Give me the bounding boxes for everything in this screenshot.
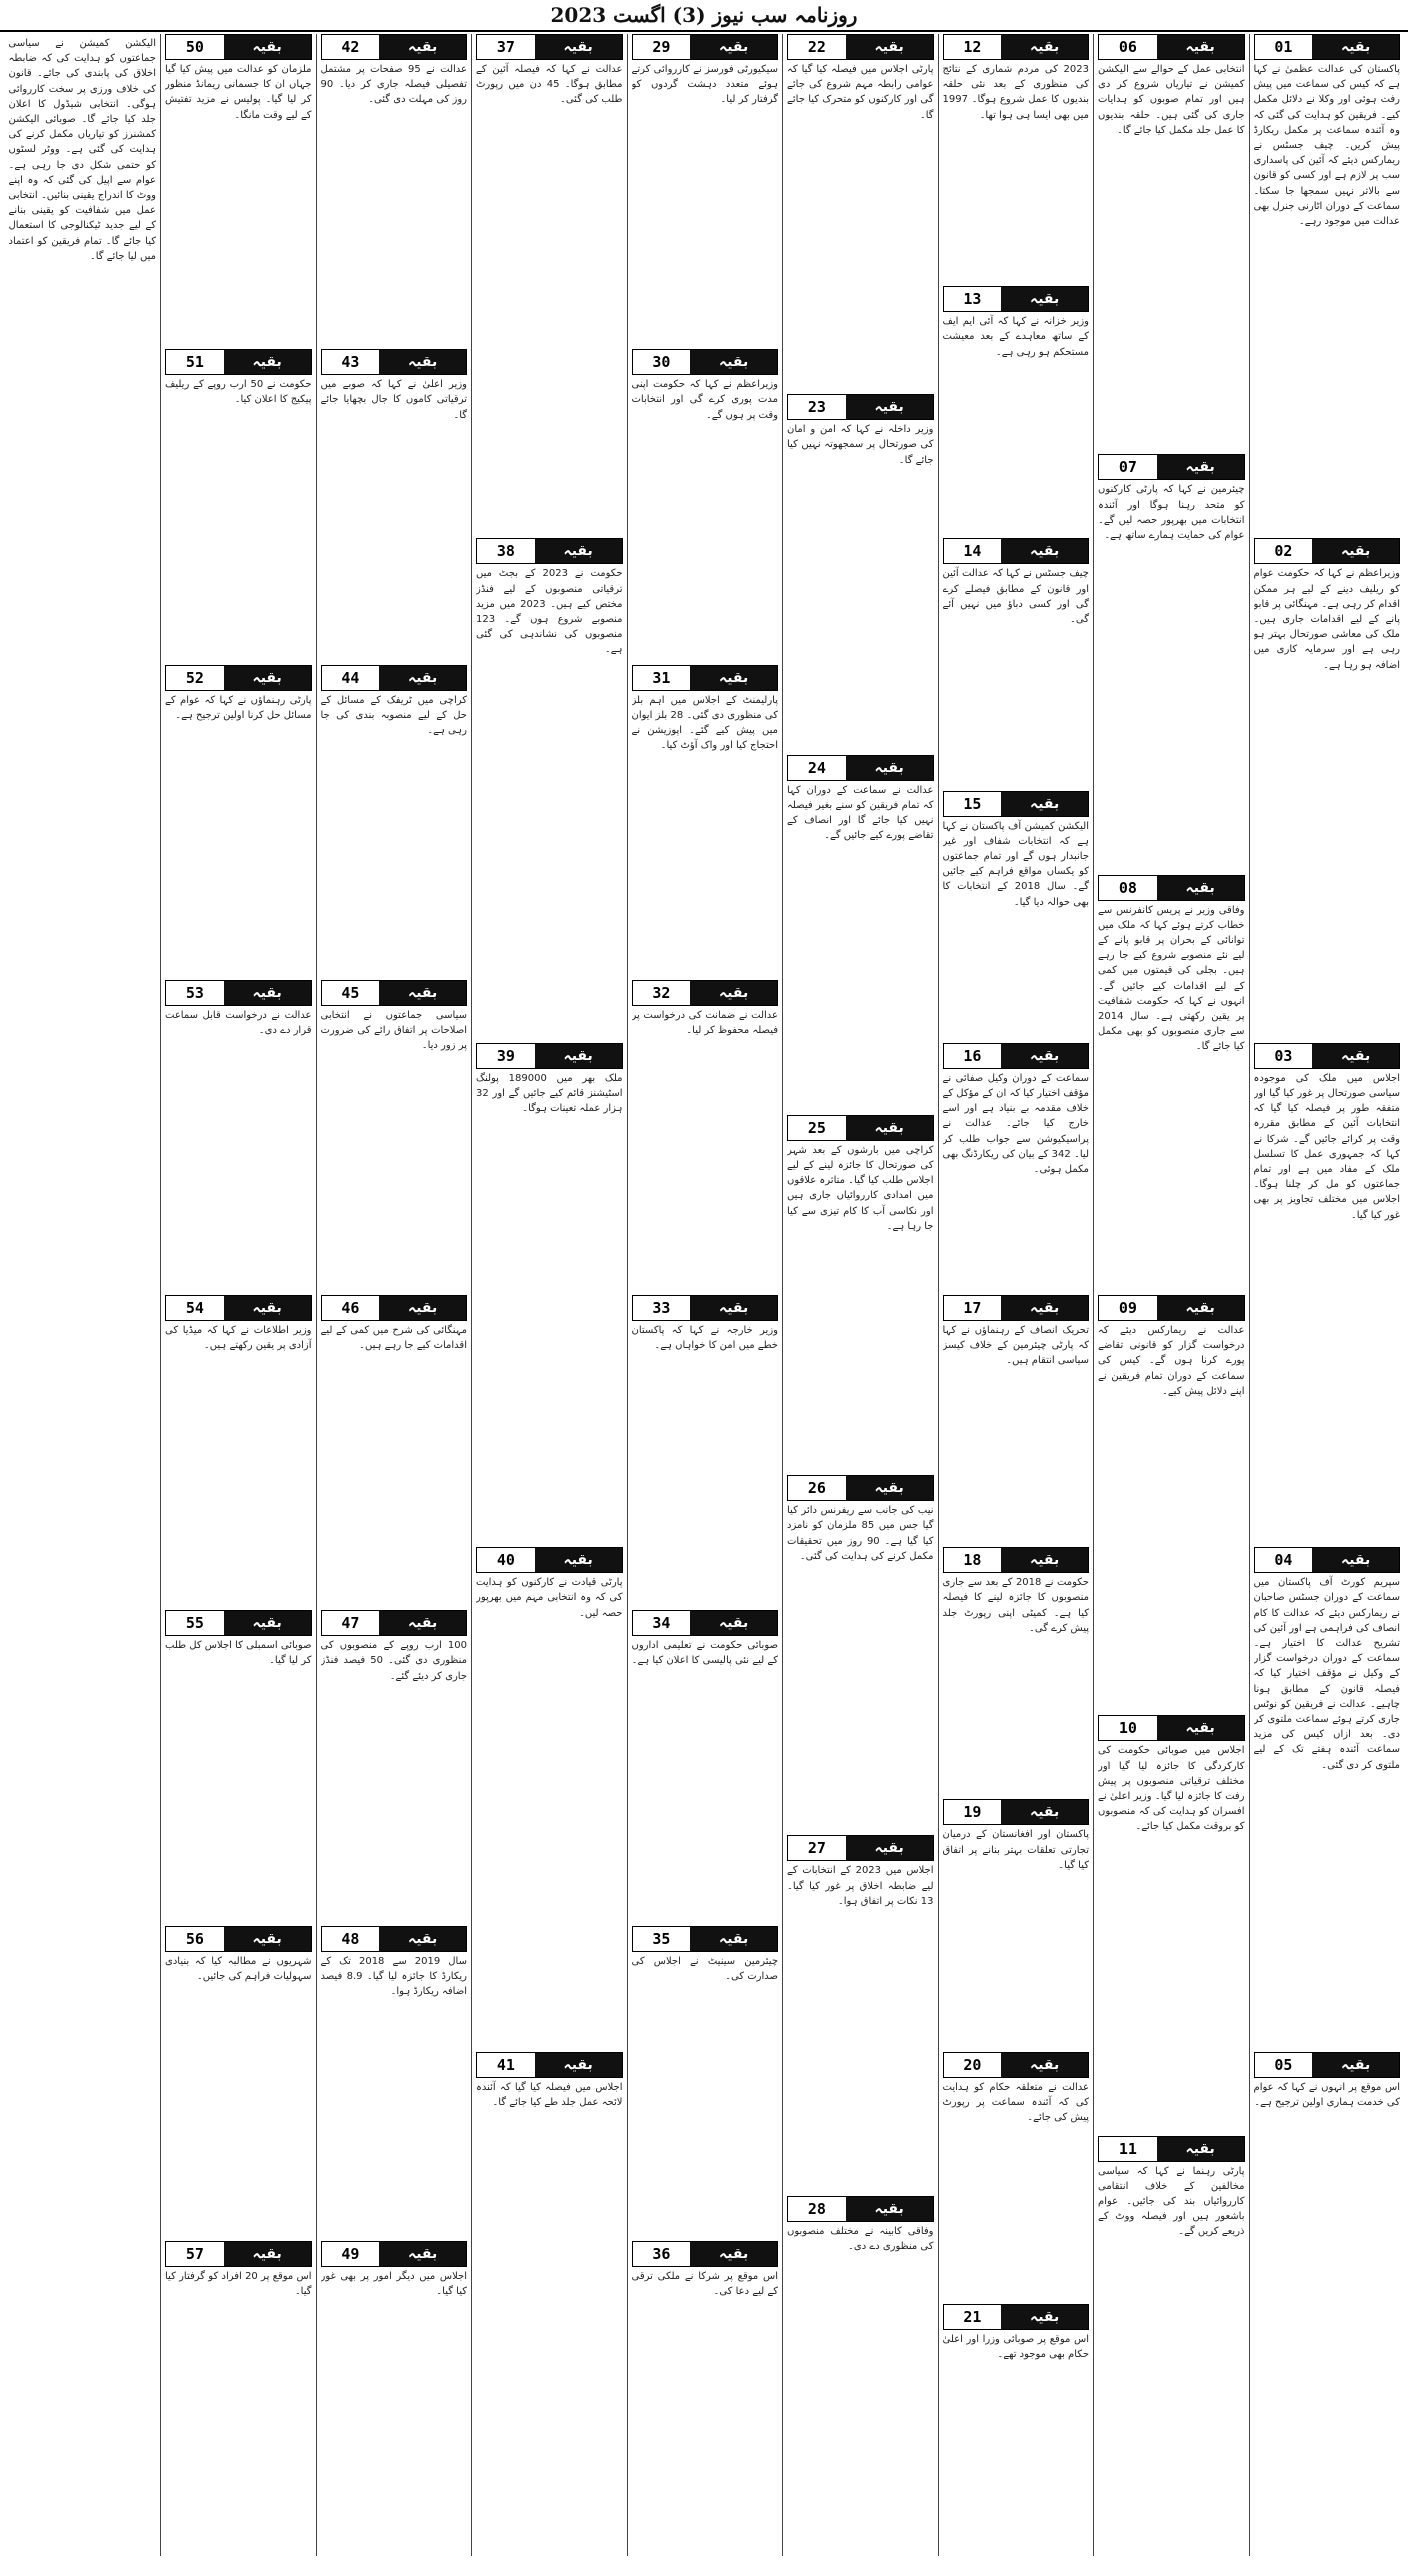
continuation-item [943,2052,1090,2300]
continuation-header [943,34,1090,60]
continuation-header [943,286,1090,312]
continuation-number: 56 [166,1927,224,1951]
continuation-number: 22 [788,35,846,59]
continuation-item [632,349,779,660]
continuation-number: 05 [1255,2053,1313,2077]
continuation-number: 44 [322,666,380,690]
continuation-body: کراچی میں بارشوں کے بعد شہر کی صورتحال کا جائزہ لینے کے لیے اجلاس طلب کیا گیا۔ متاثرہ علاقوں میں امدادی کارروائیاں جاری ہیں اور نکاسی آب کا کام تیزی سے کیا جا رہا ہے۔ [787,1144,934,1232]
continuation-body: حکومت نے 2018 کے بعد سے جاری منصوبوں کا جائزہ لینے کا فیصلہ کیا ہے۔ کمیٹی اپنی رپورٹ جلد پیش کرے گی۔ [942,1577,1089,1634]
continuation-number: 35 [633,1927,691,1951]
continuation-label: بقیہ [690,666,777,690]
continuation-number: 16 [944,1044,1002,1068]
continuation-header [1098,1715,1245,1741]
continuation-body: ملک بھر میں 189000 پولنگ اسٹیشنز قائم کیے جائیں گے اور 32 ہزار عملہ تعینات ہوگا۔ [476,1072,623,1115]
continuation-number: 38 [477,539,535,563]
continuation-label: بقیہ [846,395,933,419]
continuation-body: پارٹی قیادت نے کارکنوں کو ہدایت کی کہ وہ انتخابی مہم میں بھرپور حصہ لیں۔ [476,1577,623,1619]
continuation-header [476,1547,623,1573]
continuation-header [165,349,312,375]
continuation-label: بقیہ [1157,2137,1244,2161]
continuation-body: اس موقع پر 20 افراد کو گرفتار کیا گیا۔ [165,2270,312,2297]
continuation-label: بقیہ [846,1116,933,1140]
continuation-body: 2023 کی مردم شماری کے نتائج کی منظوری کے بعد نئی حلقہ بندیوں کا عمل شروع ہوگا۔ 1997 میں بھی ایسا ہی ہوا تھا۔ [942,64,1089,121]
continuation-header [1254,2052,1401,2078]
continuation-item [787,34,934,390]
continuation-label: بقیہ [535,35,622,59]
continuation-body: وزیر اعلیٰ نے کہا کہ صوبے میں ترقیاتی کاموں کا جال بچھایا جائے گا۔ [320,379,467,421]
continuation-label: بقیہ [1312,35,1399,59]
continuation-header [1254,538,1401,564]
continuation-number: 40 [477,1548,535,1572]
continuation-body: حکومت نے 2023 کے بجٹ میں ترقیاتی منصوبوں کے لیے فنڈز مختص کیے ہیں۔ 2023 میں مزید منصوبے شروع ہوں گے۔ 123 منصوبوں کی نشاندہی کی گئی ہے۔ [476,568,623,656]
continuation-header [165,1926,312,1952]
continuation-header [321,34,468,60]
continuation-item [321,349,468,660]
continuation-body: عدالت نے ریمارکس دیئے کہ درخواست گزار کو قانونی تقاضے پورے کرنا ہوں گے۔ کیس کی سماعت کے دوران تمام فریقین نے اپنے دلائل پیش کیے۔ [1098,1325,1245,1397]
continuation-item [165,2241,312,2552]
continuation-label: بقیہ [224,2242,311,2266]
continuation-header [632,1610,779,1636]
continuation-label: بقیہ [535,1548,622,1572]
continuation-header [632,349,779,375]
continuation-label: بقیہ [379,2242,466,2266]
continuation-item [165,349,312,660]
continuation-label: بقیہ [1001,287,1088,311]
continuation-header [787,2196,934,2222]
continuation-label: بقیہ [1312,2053,1399,2077]
continuation-label: بقیہ [1001,1548,1088,1572]
continuation-label: بقیہ [1312,539,1399,563]
continuation-number: 30 [633,350,691,374]
continuation-number: 28 [788,2197,846,2221]
continuation-body: وزیراعظم نے کہا کہ حکومت اپنی مدت پوری کرے گی اور انتخابات وقت پر ہوں گے۔ [631,379,778,421]
continuation-item [943,1799,1090,2047]
continuation-item [165,1295,312,1606]
continuation-header [787,755,934,781]
continuation-item [476,2052,623,2552]
continuation-item [321,34,468,345]
continuation-header [787,394,934,420]
newspaper-column [1093,34,1249,2556]
continuation-number: 12 [944,35,1002,59]
continuation-label: بقیہ [535,1044,622,1068]
continuation-item [943,1043,1090,1291]
newspaper-column [160,34,316,2556]
newspaper-column [471,34,627,2556]
continuation-item [943,2304,1090,2552]
continuation-number: 20 [944,2053,1002,2077]
continuation-label: بقیہ [1001,1800,1088,1824]
continuation-label: بقیہ [1001,2053,1088,2077]
continuation-body: وزیر اطلاعات نے کہا کہ میڈیا کی آزادی پر یقین رکھتے ہیں۔ [165,1325,312,1352]
continuation-number: 02 [1255,539,1313,563]
continuation-body: عدالت نے ضمانت کی درخواست پر فیصلہ محفوظ کر لیا۔ [631,1009,778,1036]
continuation-label: بقیہ [379,1927,466,1951]
continuation-header [787,1475,934,1501]
continuation-number: 04 [1255,1548,1313,1572]
continuation-item [165,34,312,345]
continuation-body: پاکستان کی عدالت عظمیٰ نے کہا ہے کہ کیس کی سماعت میں پیش رفت ہوئی اور وکلا نے دلائل مکمل کیے۔ فریقین کو ہدایت کی گئی کہ وہ آئندہ سماعت پر مکمل ریکارڈ پیش کریں۔ چیف جسٹس نے ریمارکس دیئے کہ آئین کی پاسداری سب پر لازم ہے اور کسی کو قانون سے بالاتر نہیں سمجھا جا سکتا۔ سماعت کے دوران اٹارنی جنرل بھی عدالت میں موجود رہے۔ [1253,64,1400,228]
continuation-item [943,1547,1090,1795]
continuation-number: 49 [322,2242,380,2266]
continuation-item [632,665,779,976]
continuation-number: 50 [166,35,224,59]
continuation-body: صوبائی حکومت نے تعلیمی اداروں کے لیے نئی پالیسی کا اعلان کیا ہے۔ [631,1640,778,1667]
continuation-header [943,2304,1090,2330]
continuation-number: 27 [788,1836,846,1860]
continuation-item [476,1547,623,2047]
continuation-number: 19 [944,1800,1002,1824]
continuation-body: اس موقع پر انہوں نے کہا کہ عوام کی خدمت ہماری اولین ترجیح ہے۔ [1253,2081,1400,2108]
continuation-number: 01 [1255,35,1313,59]
continuation-header [632,2241,779,2267]
continuation-label: بقیہ [1001,792,1088,816]
continuation-body: چیئرمین نے کہا کہ پارٹی کارکنوں کو متحد رہنا ہوگا اور آئندہ انتخابات میں بھرپور حصہ لیں گے۔ عوام کی حمایت ہمارے ساتھ ہے۔ [1098,484,1245,541]
continuation-label: بقیہ [1157,1296,1244,1320]
continuation-number: 06 [1099,35,1157,59]
continuation-label: بقیہ [535,2053,622,2077]
continuation-header [787,1835,934,1861]
continuation-header [1254,34,1401,60]
continuation-number: 37 [477,35,535,59]
continuation-body: پاکستان اور افغانستان کے درمیان تجارتی تعلقات بہتر بنانے پر اتفاق کیا گیا۔ [942,1829,1089,1871]
continuation-header [165,1610,312,1636]
continuation-label: بقیہ [1157,1716,1244,1740]
continuation-header [632,665,779,691]
continuation-header [1098,875,1245,901]
continuation-item [943,1295,1090,1543]
continuation-label: بقیہ [224,666,311,690]
continuation-body: وزیر خارجہ نے کہا کہ پاکستان خطے میں امن کا خواہاں ہے۔ [631,1325,778,1352]
continuation-body: نیب کی جانب سے ریفرنس دائر کیا گیا جس میں 85 ملزمان کو نامزد کیا گیا ہے۔ 90 روز میں تحقیقات مکمل کرنے کی ہدایت کی گئی۔ [787,1505,934,1562]
continuation-body: عدالت نے 95 صفحات پر مشتمل تفصیلی فیصلہ جاری کر دیا۔ 90 روز کی مہلت دی گئی۔ [320,64,467,106]
newspaper-column [627,34,783,2556]
continuation-item [943,538,1090,786]
continuation-item [943,791,1090,1039]
continuation-header [321,1610,468,1636]
continuation-label: بقیہ [1001,539,1088,563]
continuation-body: الیکشن کمیشن نے سیاسی جماعتوں کو ہدایت کی کہ ضابطہ اخلاق کی پابندی کی جائے۔ قانون کی خلاف ورزی پر سخت کارروائی ہوگی۔ انتخابی شیڈول کا اعلان جلد کیا جائے گا۔ صوبائی الیکشن کمشنرز کو تیاریاں مکمل کرنے کی ہدایت کی گئی ہے۔ ووٹر لسٹوں کو حتمی شکل دی جا رہی ہے۔ عوام سے اپیل کی گئی کہ وہ اپنے ووٹ کا اندراج یقینی بنائیں۔ انتخابی عمل میں شفافیت کو یقینی بنانے کے لیے جدید ٹیکنالوجی کا استعمال کیا جائے گا۔ تمام فریقین کو اعتماد میں لیا جائے گا۔ [8,38,156,262]
continuation-item [787,1835,934,2191]
newspaper-column [5,34,161,2556]
continuation-body: عدالت نے درخواست قابل سماعت قرار دے دی۔ [165,1009,312,1036]
continuation-body: عدالت نے کہا کہ فیصلہ آئین کے مطابق ہوگا۔ 45 دن میں رپورٹ طلب کی گئی۔ [476,64,623,106]
continuation-label: بقیہ [1157,876,1244,900]
continuation-number: 45 [322,981,380,1005]
continuation-body: وزیر خزانہ نے کہا کہ آئی ایم ایف کے ساتھ معاہدے کے بعد معیشت مستحکم ہو رہی ہے۔ [942,316,1089,358]
continuation-label: بقیہ [846,1836,933,1860]
continuation-number: 57 [166,2242,224,2266]
continuation-header [1254,1043,1401,1069]
continuation-number: 07 [1099,455,1157,479]
continuation-number: 25 [788,1116,846,1140]
continuation-header [476,34,623,60]
continuation-item [632,1926,779,2237]
continuation-number: 34 [633,1611,691,1635]
continuation-item [787,394,934,750]
continuation-item [787,755,934,1111]
continuation-body: شہریوں نے مطالبہ کیا کہ بنیادی سہولیات فراہم کی جائیں۔ [165,1955,312,1982]
continuation-number: 26 [788,1476,846,1500]
continuation-body: اجلاس میں ملک کی موجودہ سیاسی صورتحال پر غور کیا گیا اور متفقہ طور پر فیصلہ کیا گیا کہ انتخابات آئین کے مطابق مقررہ وقت پر کرائے جائیں گے۔ شرکا نے کہا کہ جمہوری عمل کا تسلسل ملک کے مفاد میں ہے اور تمام جماعتوں کو مل کر چلنا ہوگا۔ اجلاس میں مختلف تجاویز پر بھی غور کیا گیا۔ [1253,1072,1400,1221]
continuation-label: بقیہ [1157,455,1244,479]
continuation-number: 51 [166,350,224,374]
continuation-item [1098,34,1245,450]
continuation-header [321,980,468,1006]
continuation-body: مہنگائی کی شرح میں کمی کے لیے اقدامات کیے جا رہے ہیں۔ [320,1325,467,1352]
continuation-body: اجلاس میں دیگر امور پر بھی غور کیا گیا۔ [320,2270,467,2297]
continuation-body: پارٹی رہنماؤں نے کہا کہ عوام کے مسائل حل کرنا اولین ترجیح ہے۔ [165,694,312,721]
continuation-body: اجلاس میں 2023 کے انتخابات کے لیے ضابطہ اخلاق پر غور کیا گیا۔ 13 نکات پر اتفاق ہوا۔ [787,1865,934,1907]
continuation-header [1098,34,1245,60]
continuation-label: بقیہ [1157,35,1244,59]
continuation-page [4,34,1404,2556]
continuation-number: 43 [322,350,380,374]
continuation-number: 47 [322,1611,380,1635]
continuation-number: 55 [166,1611,224,1635]
continuation-header [1098,454,1245,480]
continuation-label: بقیہ [1312,1548,1399,1572]
continuation-number: 29 [633,35,691,59]
continuation-item [632,2241,779,2552]
continuation-label: بقیہ [690,35,777,59]
continuation-header [165,980,312,1006]
continuation-item [1254,34,1401,534]
continuation-number: 13 [944,287,1002,311]
continuation-body: عدالت نے سماعت کے دوران کہا کہ تمام فریقین کو سنے بغیر فیصلہ نہیں کیا جائے گا اور انصاف کے تقاضے پورے کیے جائیں گے۔ [787,784,934,842]
continuation-header [943,1547,1090,1573]
continuation-item [476,34,623,534]
continuation-label: بقیہ [690,1611,777,1635]
continuation-body: اس موقع پر صوبائی وزرا اور اعلیٰ حکام بھی موجود تھے۔ [942,2333,1089,2360]
continuation-number: 54 [166,1296,224,1320]
continuation-body: تحریک انصاف کے رہنماؤں نے کہا کہ پارٹی چیئرمین کے خلاف کیسز سیاسی انتقام ہیں۔ [942,1325,1089,1367]
continuation-label: بقیہ [535,539,622,563]
continuation-label: بقیہ [846,756,933,780]
continuation-number: 33 [633,1296,691,1320]
continuation-item [787,1115,934,1471]
continuation-body: سال 2019 سے 2018 تک کے ریکارڈ کا جائزہ لیا گیا۔ 8.9 فیصد اضافہ ریکارڈ ہوا۔ [320,1955,467,1997]
continuation-body: پارلیمنٹ کے اجلاس میں اہم بلز کی منظوری دی گئی۔ 28 بلز ایوان میں پیش کیے گئے۔ اپوزیشن نے احتجاج کیا اور واک آؤٹ کیا۔ [631,694,778,752]
continuation-body: اس موقع پر شرکا نے ملکی ترقی کے لیے دعا کی۔ [631,2270,778,2297]
continuation-number: 14 [944,539,1002,563]
continuation-label: بقیہ [224,1296,311,1320]
continuation-label: بقیہ [379,350,466,374]
continuation-label: بقیہ [690,981,777,1005]
continuation-label: بقیہ [379,981,466,1005]
continuation-label: بقیہ [846,35,933,59]
continuation-number: 24 [788,756,846,780]
continuation-item [1098,1715,1245,2131]
continuation-item [321,665,468,976]
continuation-label: بقیہ [690,350,777,374]
continuation-label: بقیہ [379,1296,466,1320]
continuation-number: 31 [633,666,691,690]
continuation-number: 03 [1255,1044,1313,1068]
continuation-number: 15 [944,792,1002,816]
continuation-item [1098,454,1245,870]
continuation-header [165,2241,312,2267]
continuation-label: بقیہ [224,35,311,59]
continuation-label: بقیہ [1001,1044,1088,1068]
continuation-item [165,980,312,1291]
newspaper-column [782,34,938,2556]
continuation-header [1098,1295,1245,1321]
continuation-header [321,665,468,691]
continuation-item [943,286,1090,534]
continuation-header [1098,2136,1245,2162]
continuation-label: بقیہ [379,666,466,690]
continuation-label: بقیہ [1312,1044,1399,1068]
continuation-label: بقیہ [690,1927,777,1951]
continuation-header [476,2052,623,2078]
continuation-item [165,665,312,976]
continuation-number: 21 [944,2305,1002,2329]
continuation-header [787,1115,934,1141]
newspaper-column [1249,34,1405,2556]
continuation-label: بقیہ [690,1296,777,1320]
continuation-number: 10 [1099,1716,1157,1740]
continuation-label: بقیہ [690,2242,777,2266]
continuation-number: 48 [322,1927,380,1951]
continuation-header [943,1799,1090,1825]
article-text [9,34,157,2552]
newspaper-column [938,34,1094,2556]
continuation-label: بقیہ [224,981,311,1005]
continuation-item [632,1610,779,1921]
continuation-header [632,34,779,60]
continuation-body: سیکیورٹی فورسز نے کارروائی کرتے ہوئے متعدد دہشت گردوں کو گرفتار کر لیا۔ [631,64,778,106]
continuation-item [476,538,623,1038]
continuation-header [943,1295,1090,1321]
continuation-body: وزیراعظم نے کہا کہ حکومت عوام کو ریلیف دینے کے لیے ہر ممکن اقدام کر رہی ہے۔ مہنگائی پر قابو پانے کے لیے اقدامات جاری ہیں۔ ملک کی معاشی صورتحال بہتر ہو رہی ہے اور سرمایہ کاری میں اضافہ ہو رہا ہے۔ [1253,568,1400,671]
continuation-item [476,1043,623,1543]
continuation-header [321,2241,468,2267]
continuation-header [476,538,623,564]
continuation-header [632,1295,779,1321]
continuation-item [1254,538,1401,1038]
continuation-item [787,2196,934,2552]
continuation-item [632,34,779,345]
continuation-label: بقیہ [1001,1296,1088,1320]
continuation-label: بقیہ [1001,2305,1088,2329]
continuation-number: 39 [477,1044,535,1068]
continuation-label: بقیہ [379,1611,466,1635]
continuation-item [787,1475,934,1831]
continuation-header [943,538,1090,564]
continuation-number: 53 [166,981,224,1005]
continuation-label: بقیہ [379,35,466,59]
continuation-header [787,34,934,60]
continuation-header [943,1043,1090,1069]
continuation-number: 42 [322,35,380,59]
continuation-item [165,1926,312,2237]
continuation-item [632,1295,779,1606]
continuation-body: انتخابی عمل کے حوالے سے الیکشن کمیشن نے تیاریاں شروع کر دی ہیں اور تمام صوبوں کو ہدایات جاری کی گئی ہیں۔ حلقہ بندیوں کا عمل جلد مکمل کیا جائے گا۔ [1098,64,1245,136]
continuation-body: وفاقی کابینہ نے مختلف منصوبوں کی منظوری دے دی۔ [787,2225,934,2252]
continuation-body: اجلاس میں فیصلہ کیا گیا کہ آئندہ لائحہ عمل جلد طے کیا جائے گا۔ [476,2081,623,2108]
continuation-header [943,791,1090,817]
continuation-item [321,2241,468,2552]
continuation-body: اجلاس میں صوبائی حکومت کی کارکردگی کا جائزہ لیا گیا اور مختلف ترقیاتی منصوبوں پر پیش رفت کا جائزہ لیا گیا۔ وزیر اعلیٰ نے افسران کو ہدایت کی کہ منصوبوں کو بروقت مکمل کیا جائے۔ [1098,1745,1245,1833]
continuation-body: سپریم کورٹ آف پاکستان میں سماعت کے دوران جسٹس صاحبان نے ریمارکس دیئے کہ عدالت کا کام انصاف کی فراہمی ہے اور آئین کی تشریح عدالت کا اختیار ہے۔ سماعت کے دوران درخواست گزار کے وکیل نے مؤقف اختیار کیا کہ فیصلہ قانون کے مطابق ہونا چاہیے۔ عدالت نے فریقین کو نوٹس جاری کرتے ہوئے سماعت ملتوی کر دی۔ بعد ازاں کیس کی مزید سماعت آئندہ ہفتے تک کے لیے ملتوی کر دی گئی۔ [1253,1577,1400,1771]
continuation-item [1098,2136,1245,2552]
continuation-item [1098,875,1245,1291]
continuation-number: 09 [1099,1296,1157,1320]
continuation-label: بقیہ [846,2197,933,2221]
continuation-item [632,980,779,1291]
continuation-header [943,2052,1090,2078]
continuation-body: الیکشن کمیشن آف پاکستان نے کہا ہے کہ انتخابات شفاف اور غیر جانبدار ہوں گے اور تمام جماعتوں کو یکساں مواقع فراہم کیے جائیں گے۔ سال 2018 کے انتخابات کا بھی حوالہ دیا گیا۔ [942,820,1089,908]
continuation-label: بقیہ [846,1476,933,1500]
continuation-item [321,1295,468,1606]
continuation-header [165,34,312,60]
continuation-body: چیئرمین سینیٹ نے اجلاس کی صدارت کی۔ [631,1955,778,1982]
continuation-body: سماعت کے دوران وکیل صفائی نے مؤقف اختیار کیا کہ ان کے مؤکل کے خلاف مقدمہ بے بنیاد ہے اور اسے خارج کیا جائے۔ عدالت نے پراسیکیوشن سے جواب طلب کر لیا۔ 342 کے بیان کی ریکارڈنگ بھی مکمل ہوئی۔ [942,1072,1089,1176]
continuation-number: 23 [788,395,846,419]
continuation-body: وزیر داخلہ نے کہا کہ امن و امان کی صورتحال پر سمجھوتہ نہیں کیا جائے گا۔ [787,424,934,466]
continuation-header [1254,1547,1401,1573]
continuation-item [165,1610,312,1921]
continuation-header [165,1295,312,1321]
continuation-header [165,665,312,691]
continuation-item [1254,2052,1401,2552]
continuation-item [1254,1547,1401,2047]
continuation-body: پارٹی اجلاس میں فیصلہ کیا گیا کہ عوامی رابطہ مہم شروع کی جائے گی اور کارکنوں کو متحرک کیا جائے گا۔ [787,64,934,121]
newspaper-masthead: روزنامہ سب نیوز (3) اگست 2023 [0,0,1408,32]
continuation-body: چیف جسٹس نے کہا کہ عدالت آئین اور قانون کے مطابق فیصلے کرے گی اور کسی دباؤ میں نہیں آئے گی۔ [942,568,1089,625]
continuation-number: 46 [322,1296,380,1320]
continuation-header [321,1295,468,1321]
continuation-body: ملزمان کو عدالت میں پیش کیا گیا جہاں ان کا جسمانی ریمانڈ منظور کر لیا گیا۔ پولیس نے مزید تفتیش کے لیے وقت مانگا۔ [165,64,312,121]
continuation-header [632,1926,779,1952]
continuation-label: بقیہ [224,350,311,374]
continuation-header [632,980,779,1006]
continuation-body: پارٹی رہنما نے کہا کہ سیاسی مخالفین کے خلاف انتقامی کارروائیاں بند کی جائیں۔ عوام باشعور ہیں اور فیصلہ ووٹ کے ذریعے کریں گے۔ [1098,2165,1245,2238]
continuation-item [321,1610,468,1921]
continuation-body: حکومت نے 50 ارب روپے کے ریلیف پیکیج کا اعلان کیا۔ [165,379,312,406]
continuation-body: 100 ارب روپے کے منصوبوں کی منظوری دی گئی۔ 50 فیصد فنڈز جاری کر دیئے گئے۔ [320,1640,467,1682]
continuation-header [321,1926,468,1952]
continuation-number: 36 [633,2242,691,2266]
continuation-body: کراچی میں ٹریفک کے مسائل کے حل کے لیے منصوبہ بندی کی جا رہی ہے۔ [320,694,467,736]
continuation-item [321,980,468,1291]
continuation-header [321,349,468,375]
continuation-number: 18 [944,1548,1002,1572]
continuation-item [1098,1295,1245,1711]
continuation-header [476,1043,623,1069]
continuation-body: عدالت نے متعلقہ حکام کو ہدایت کی کہ آئندہ سماعت پر رپورٹ پیش کی جائے۔ [942,2081,1089,2123]
continuation-label: بقیہ [224,1927,311,1951]
continuation-number: 17 [944,1296,1002,1320]
continuation-item [943,34,1090,282]
newspaper-column [316,34,472,2556]
continuation-number: 11 [1099,2137,1157,2161]
continuation-number: 52 [166,666,224,690]
continuation-body: وفاقی وزیر نے پریس کانفرنس سے خطاب کرتے ہوئے کہا کہ ملک میں توانائی کے بحران پر قابو پانے کے لیے نئے منصوبے شروع کیے جا رہے ہیں۔ بجلی کی قیمتوں میں کمی کے لیے اقدامات کیے جائیں گے۔ انہوں نے کہا کہ حکومت شفافیت پر یقین رکھتی ہے۔ سال 2014 سے جاری منصوبوں کو بھی مکمل کیا جائے گا۔ [1098,904,1245,1053]
continuation-number: 41 [477,2053,535,2077]
continuation-item [1254,1043,1401,1543]
continuation-label: بقیہ [1001,35,1088,59]
continuation-number: 08 [1099,876,1157,900]
continuation-label: بقیہ [224,1611,311,1635]
continuation-item [321,1926,468,2237]
continuation-body: سیاسی جماعتوں نے انتخابی اصلاحات پر اتفاق رائے کی ضرورت پر زور دیا۔ [320,1009,467,1052]
continuation-body: صوبائی اسمبلی کا اجلاس کل طلب کر لیا گیا۔ [165,1640,312,1667]
continuation-number: 32 [633,981,691,1005]
